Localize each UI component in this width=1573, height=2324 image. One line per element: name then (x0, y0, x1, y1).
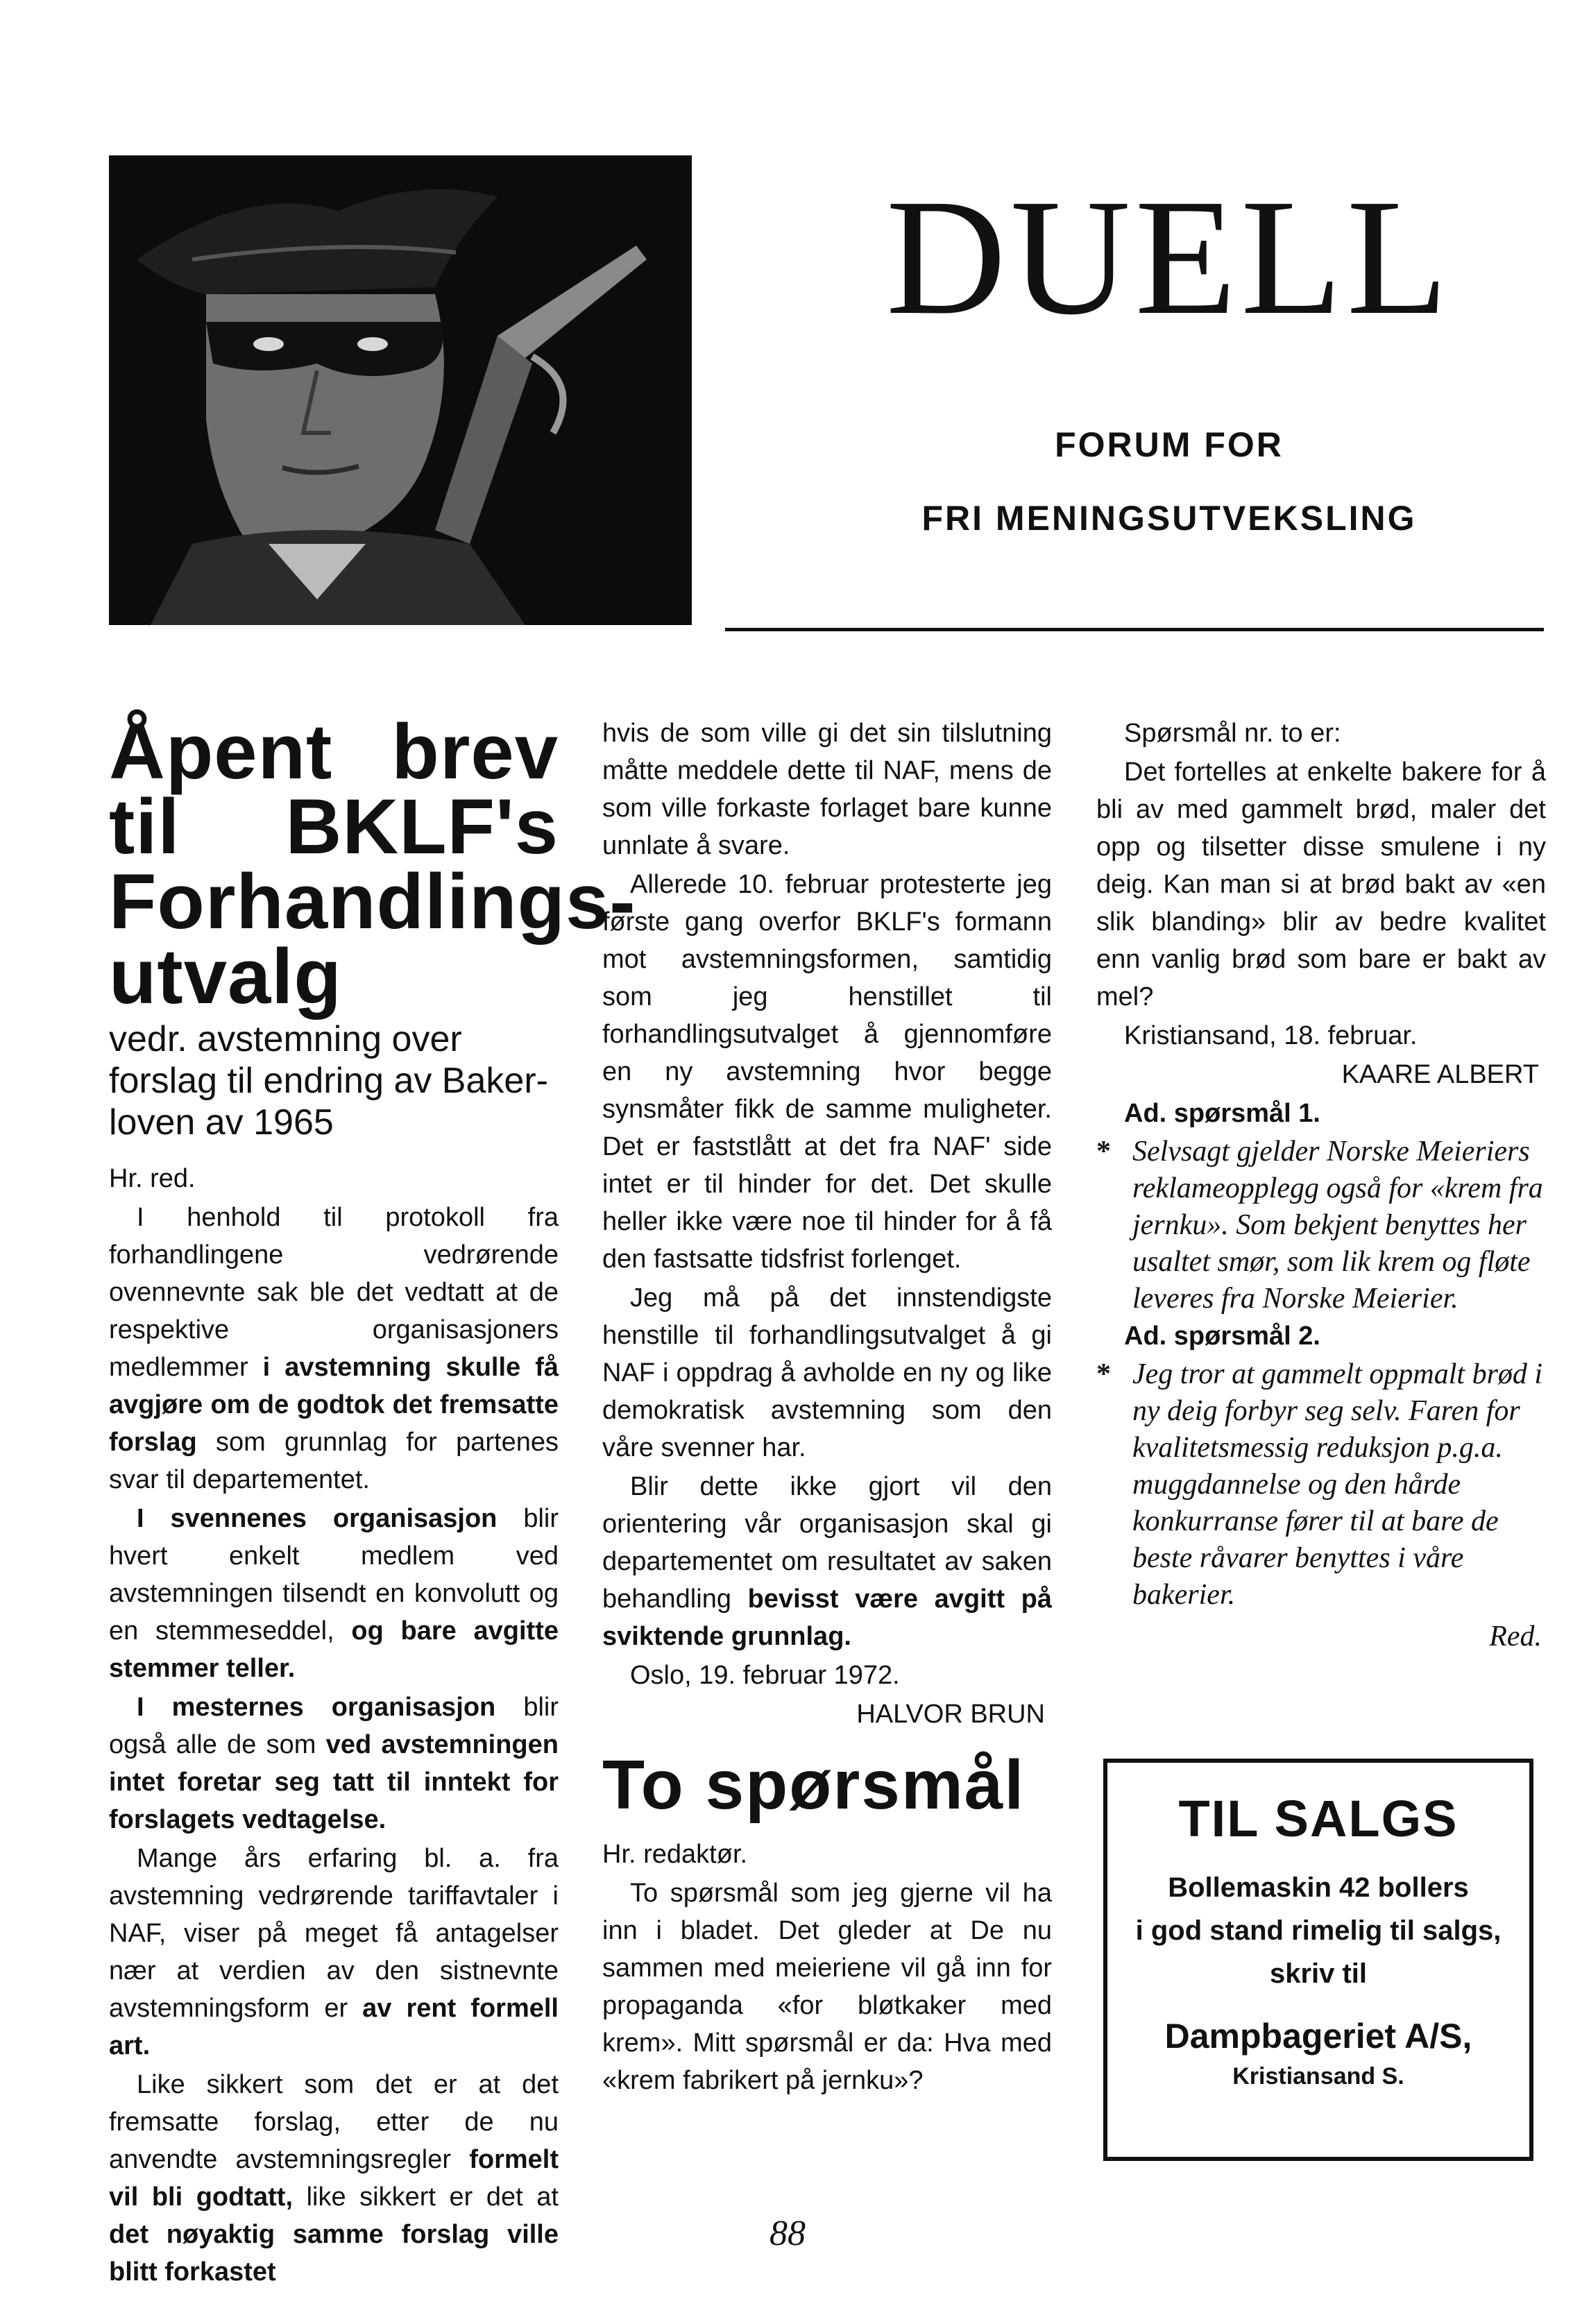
ad-city: Kristiansand S. (1232, 2063, 1404, 2090)
ad-line-1: Bollemaskin 42 bollers (1168, 1872, 1469, 1903)
answer-1-text: Selvsagt gjelder Norske Meieriers reklameopplegg også for «krem fra jernku». Som bekjent benyttes her usaltet smør, som lik krem og fløte leveres fra Norske Meierier. (1132, 1136, 1543, 1315)
article1-deck: vedr. avstemning over forslag til endring av Baker-loven av 1965 (109, 1019, 548, 1143)
article1-paragraph: I mesternes organisasjon blir også alle de som ved avstemningen intet foretar seg tatt til inntekt for forslagets vedtagelse. (109, 1693, 559, 1834)
answer-2 (1096, 1356, 1546, 1614)
article1-paragraph: Jeg må på det innstendigste henstille til forhandlingsutvalget å gi NAF i oppdrag å avholde en ny og like demokratisk avstemning som den våre svenner har. (602, 1283, 1052, 1462)
column-2 (602, 715, 1052, 2101)
article1-dateline: Oslo, 19. februar 1972. (630, 1661, 900, 1690)
article2-salutation: Hr. redaktør. (602, 1840, 748, 1869)
article1-paragraph: I svennenes organisasjon blir hvert enkelt medlem ved avstemningen tilsendt en konvolutt og en stemmeseddel, og bare avgitte stemmer teller. (109, 1504, 559, 1683)
page-number: 88 (770, 2214, 806, 2253)
header-rule (725, 628, 1544, 631)
ad-title: TIL SALGS (1178, 1790, 1459, 1847)
masthead-title: DUELL (885, 164, 1453, 349)
article1-paragraph: Like sikkert som det er at det fremsatte forslag, etter de nu anvendte avstemningsregler formelt vil bli godtatt, like sikkert er det at det nøyaktig samme forslag ville blitt forkastet (109, 2070, 559, 2287)
asterisk-icon: * (1096, 1358, 1111, 1390)
article1-headline: Åpent brev til BKLF's Forhandlings-utvalg (109, 708, 636, 1020)
article1-paragraph: hvis de som ville gi det sin tilslutning måtte meddele dette til NAF, mens de som ville forkaste forlaget bare kunne unnlate å svare. (602, 719, 1052, 860)
column-3 (1096, 715, 1546, 1655)
answer-2-text: Jeg tror at gammelt oppmalt brød i ny deig forbyr seg selv. Faren for kvalitetsmessig reduksjon p.g.a. muggdannelse og den hårde konkurranse fører til at bare de beste råvarer benyttes i våre bakerier. (1132, 1358, 1543, 1611)
asterisk-icon: * (1096, 1136, 1111, 1168)
article1-paragraph: Mange års erfaring bl. a. fra avstemning vedrørende tariffavtaler i NAF, viser på meget få antagelser nær at verdien av den sistnevnte avstemningsform er av rent formell art. (109, 1844, 559, 2060)
answer-2-label: Ad. spørsmål 2. (1124, 1322, 1320, 1351)
article2-paragraph: Spørsmål nr. to er: (1124, 719, 1341, 748)
editor-signature: Red. (1489, 1621, 1542, 1652)
article2-paragraph: Det fortelles at enkelte bakere for å bli av med gammelt brød, maler det opp og tilsetter disse smulene i ny deig. Kan man si at brød bakt av «en slik blanding» blir av bedre kvalitet enn vanlig brød som bare er bakt av mel? (1096, 758, 1546, 1011)
answer-1 (1096, 1134, 1546, 1317)
article1-signature: HALVOR BRUN (856, 1700, 1045, 1729)
article1-paragraph: I henhold til protokoll fra forhandlingene vedrørende ovennevnte sak ble det vedtatt at de respektive organisasjoners medlemmer i avstemning skulle få avgjøre om de godtok det fremsatte forslag som grunnlag for partenes svar til departementet. (109, 1203, 559, 1494)
article1-salutation: Hr. red. (109, 1164, 196, 1193)
article2-dateline: Kristiansand, 18. februar. (1124, 1021, 1418, 1050)
article2-signature: KAARE ALBERT (1341, 1060, 1539, 1089)
column-1 (109, 708, 636, 2292)
subtitle-line-1: FORUM FOR (1055, 425, 1284, 464)
article1-paragraph: Allerede 10. februar protesterte jeg første gang overfor BKLF's formann mot avstemningsformen, samtidig som jeg henstillet til forhandlingsutvalget å gjennomføre en ny avstemning hvor begge synsmåter fikk de samme muligheter. Det er faststlått at det fra NAF' side intet er til hinder for det. Det skulle heller ikke være noe til hinder for å få den fastsatte tidsfrist forlenget. (602, 870, 1052, 1274)
article2-headline: To spørsmål (602, 1746, 1026, 1824)
ad-company: Dampbageriet A/S, (1164, 2017, 1472, 2056)
article2-paragraph: To spørsmål som jeg gjerne vil ha inn i bladet. Det gleder at De nu sammen med meieriene vil gå inn for propaganda «for bløtkaker med krem». Mitt spørsmål er da: Hva med «krem fabrikert på jernku»? (602, 1879, 1052, 2095)
masked-man-illustration (109, 155, 692, 625)
ad-line-2: i god stand rimelig til salgs, (1135, 1915, 1502, 1946)
masked-man-photo (109, 155, 692, 625)
article1-paragraph: Blir dette ikke gjort vil den orientering vår organisasjon skal gi departementet om resultatet av saken behandling bevisst være avgitt på sviktende grunnlag. (602, 1472, 1052, 1651)
classified-ad-box (1103, 1759, 1533, 2161)
ad-line-3: skriv til (1269, 1958, 1368, 1989)
answer-1-label: Ad. spørsmål 1. (1124, 1099, 1320, 1128)
subtitle-line-2: FRI MENINGSUTVEKSLING (921, 499, 1417, 538)
